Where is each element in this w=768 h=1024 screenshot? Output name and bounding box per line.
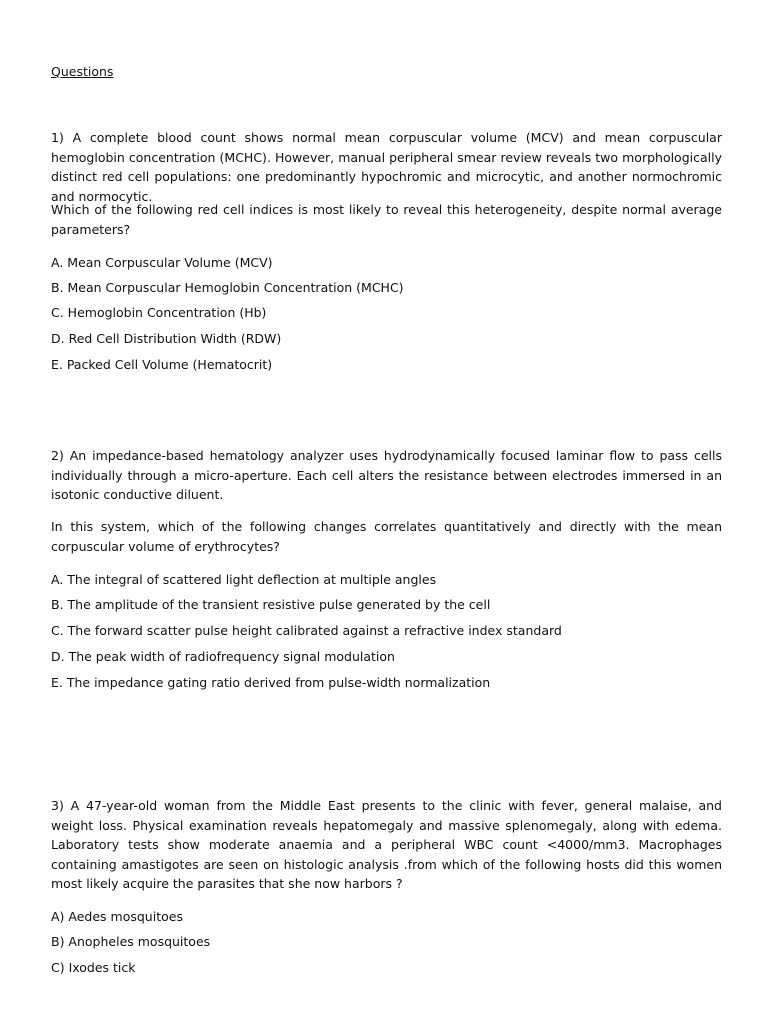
- question-1-option-c: C. Hemoglobin Concentration (Hb): [51, 305, 267, 320]
- question-2-option-e: E. The impedance gating ratio derived from pulse-width normalization: [51, 675, 491, 690]
- question-1-option-a: A. Mean Corpuscular Volume (MCV): [51, 255, 273, 270]
- question-3-option-a: A) Aedes mosquitoes: [51, 909, 183, 924]
- question-1-option-b: B. Mean Corpuscular Hemoglobin Concentration (MCHC): [51, 280, 404, 295]
- question-2-stem: 2) An impedance-based hematology analyzer uses hydrodynamically focused laminar flow to pass cells individually through a micro-aperture. Each cell alters the resistance between electrodes immersed in an isotonic conductive diluent.: [51, 448, 722, 503]
- question-1-stem: 1) A complete blood count shows normal mean corpuscular volume (MCV) and mean corpuscular hemoglobin concentration (MCHC). However, manual peripheral smear review reveals two morphologically distinct red cell populations: one predominantly hypochromic and microcytic, and another normochromic and normocytic.: [51, 130, 722, 204]
- question-3-option-c: C) Ixodes tick: [51, 960, 136, 975]
- question-1-option-d: D. Red Cell Distribution Width (RDW): [51, 331, 282, 346]
- question-2-option-d: D. The peak width of radiofrequency signal modulation: [51, 649, 395, 664]
- question-3-option-b: B) Anopheles mosquitoes: [51, 934, 211, 949]
- question-2-option-c: C. The forward scatter pulse height calibrated against a refractive index standard: [51, 623, 562, 638]
- page-heading: Questions: [51, 64, 114, 79]
- question-2-option-a: A. The integral of scattered light deflection at multiple angles: [51, 572, 437, 587]
- question-3-stem: 3) A 47-year-old woman from the Middle East presents to the clinic with fever, general malaise, and weight loss. Physical examination reveals hepatomegaly and massive splenomegaly, along with edema. Laboratory tests show moderate anaemia and a peripheral WBC count <4000/mm3. Macrophages containing amastigotes are seen on histologic analysis .from which of the following hosts did this women most likely acquire the parasites that she now harbors ?: [51, 798, 722, 892]
- question-2-option-b: B. The amplitude of the transient resistive pulse generated by the cell: [51, 597, 491, 612]
- question-2-prompt: In this system, which of the following changes correlates quantitatively and directly with the mean corpuscular volume of erythrocytes?: [51, 519, 722, 554]
- question-1-prompt: Which of the following red cell indices is most likely to reveal this heterogeneity, despite normal average parameters?: [51, 202, 722, 237]
- question-1-option-e: E. Packed Cell Volume (Hematocrit): [51, 357, 273, 372]
